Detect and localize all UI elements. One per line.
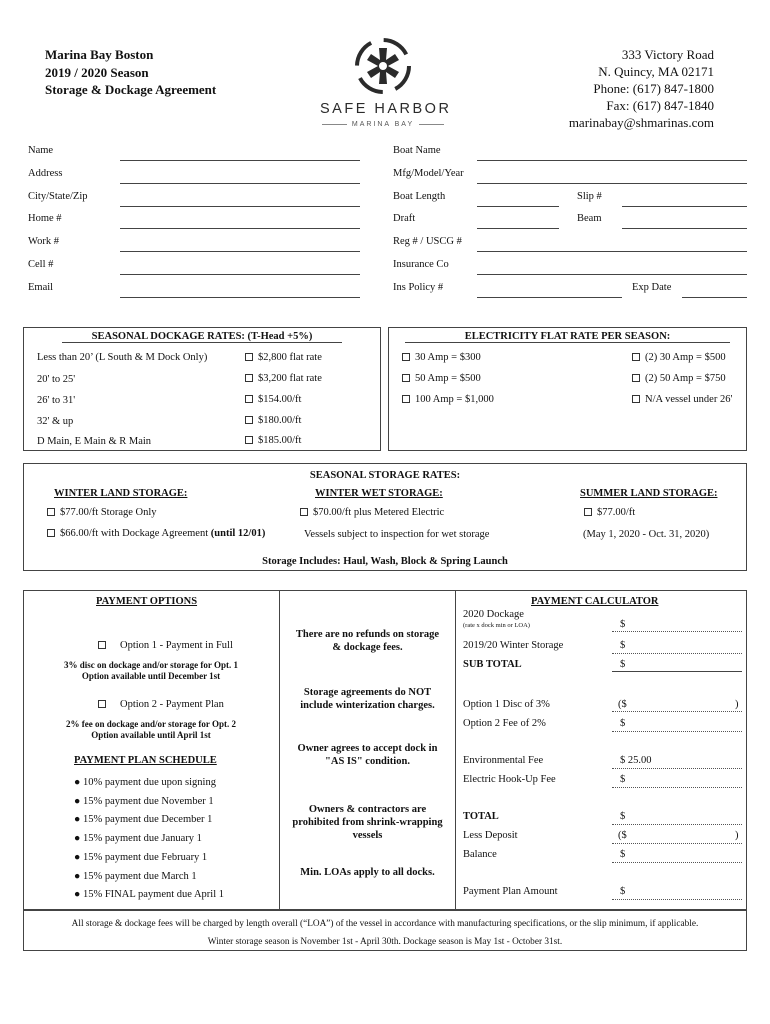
calc-input-balance[interactable]	[612, 862, 742, 863]
calc-value-balance: $	[620, 849, 626, 860]
calc-input-env[interactable]	[612, 768, 742, 769]
home-input[interactable]	[120, 228, 360, 229]
schedule-title: PAYMENT PLAN SCHEDULE	[74, 755, 217, 766]
name-input[interactable]	[120, 160, 360, 161]
email-input[interactable]	[120, 297, 360, 298]
electric-rates-box	[388, 327, 747, 451]
dockage-rate-1[interactable]: $2,800 flat rate	[245, 352, 322, 363]
dockage-label-2: 20' to 25'	[37, 374, 76, 385]
calc-value-opt1: ($	[618, 699, 627, 710]
logo-sub-text: MARINA BAY	[347, 121, 419, 128]
header-left	[45, 46, 216, 99]
calculator-title: PAYMENT CALCULATOR	[531, 596, 659, 607]
dockage-rate-3[interactable]: $154.00/ft	[245, 394, 301, 405]
calc-label-electric: Electric Hook-Up Fee	[463, 774, 556, 785]
checkbox-icon[interactable]	[632, 395, 640, 403]
dockage-label-5: D Main, E Main & R Main	[37, 436, 152, 447]
schedule-item: ● 15% payment due December 1	[74, 814, 213, 826]
calc-input-electric[interactable]	[612, 787, 742, 788]
field-label-work: Work #	[28, 236, 59, 247]
checkbox-icon[interactable]	[245, 395, 253, 403]
note-shrink-wrap: Owners & contractors are prohibited from shrink-wrapping vessels	[292, 804, 443, 841]
phone: Phone: (617) 847-1800	[593, 81, 714, 96]
field-label-city: City/State/Zip	[28, 191, 88, 202]
mfg-input[interactable]	[477, 183, 747, 184]
calc-label-env: Environmental Fee	[463, 755, 544, 766]
schedule-item: ● 15% payment due November 1	[74, 795, 214, 807]
checkbox-icon[interactable]	[402, 395, 410, 403]
checkbox-icon[interactable]	[98, 700, 106, 708]
header-address	[569, 46, 714, 131]
field-label-address: Address	[28, 168, 63, 179]
checkbox-icon[interactable]	[245, 374, 253, 382]
calc-input-deposit[interactable]	[612, 843, 742, 844]
checkbox-icon[interactable]	[584, 508, 592, 516]
field-label-beam: Beam	[577, 213, 602, 224]
dockage-rates-box	[23, 327, 381, 451]
winter-land-title: WINTER LAND STORAGE:	[54, 488, 188, 499]
schedule-item: ● 15% FINAL payment due April 1	[74, 889, 225, 901]
logo-main-text: SAFE HARBOR	[320, 101, 452, 117]
field-label-ins-policy: Ins Policy #	[393, 282, 444, 293]
storage-includes: Storage Includes: Haul, Wash, Block & Spring Launch	[262, 556, 508, 567]
electric-2x30[interactable]: (2) 30 Amp = $500	[632, 352, 726, 363]
checkbox-icon[interactable]	[47, 508, 55, 516]
address-input[interactable]	[120, 183, 360, 184]
checkbox-icon[interactable]	[98, 641, 106, 649]
winter-wet-option[interactable]: $70.00/ft plus Metered Electric	[300, 507, 444, 518]
schedule-item: ● 15% payment due January 1	[74, 833, 202, 845]
payment-schedule	[74, 774, 224, 905]
note-as-is: Owner agrees to accept dock in "AS IS" condition.	[297, 743, 438, 767]
email-address: marinabay@shmarinas.com	[568, 115, 714, 130]
field-label-insurance: Insurance Co	[393, 259, 449, 270]
calc-label-plan: Payment Plan Amount	[463, 886, 558, 897]
summer-land-option[interactable]: $77.00/ft	[584, 507, 635, 518]
agreement-title: Storage & Dockage Agreement	[45, 82, 217, 97]
storage-title: SEASONAL STORAGE RATES:	[309, 470, 461, 481]
field-label-boat-length: Boat Length	[393, 191, 446, 202]
work-input[interactable]	[120, 251, 360, 252]
cell-input[interactable]	[120, 274, 360, 275]
option-1-note: 3% disc on dockage and/or storage for Opt. 1 Option available until December 1st	[64, 660, 238, 681]
calc-label-subtotal: SUB TOTAL	[463, 659, 522, 670]
footer-line-1: All storage & dockage fees will be charged by length overall (“LOA”) of the vessel in accordance with manufacturing specifications, or the slip minimum, if applicable.	[71, 919, 699, 929]
schedule-item: ● 15% payment due February 1	[74, 851, 208, 863]
checkbox-icon[interactable]	[245, 416, 253, 424]
dockage-title: SEASONAL DOCKAGE RATES: (T-Head +5%)	[23, 331, 381, 342]
payment-options-title: PAYMENT OPTIONS	[96, 596, 198, 607]
boat-length-input[interactable]	[477, 206, 559, 207]
calc-value-dockage: $	[620, 619, 626, 630]
field-label-reg: Reg # / USCG #	[393, 236, 462, 247]
calc-value-deposit: ($	[618, 830, 627, 841]
checkbox-icon[interactable]	[402, 374, 410, 382]
dockage-rate-4[interactable]: $180.00/ft	[245, 415, 301, 426]
calc-input-subtotal[interactable]	[612, 671, 742, 672]
calc-input-total[interactable]	[612, 824, 742, 825]
calc-value-subtotal: $	[620, 659, 626, 670]
checkbox-icon[interactable]	[245, 436, 253, 444]
winter-wet-title: WINTER WET STORAGE:	[315, 488, 443, 499]
checkbox-icon[interactable]	[245, 353, 253, 361]
calc-label-dockage: 2020 Dockage	[463, 609, 524, 620]
dockage-rate-5[interactable]: $185.00/ft	[245, 435, 301, 446]
footer-line-2: Winter storage season is November 1st - April 30th. Dockage season is May 1st - October 31st.	[207, 937, 563, 947]
calc-value-env: $ 25.00	[620, 755, 652, 766]
calc-label-storage: 2019/20 Winter Storage	[463, 640, 564, 651]
field-label-boat-name: Boat Name	[393, 145, 441, 156]
checkbox-icon[interactable]	[300, 508, 308, 516]
summer-land-title: SUMMER LAND STORAGE:	[580, 488, 718, 499]
calc-close-deposit: )	[735, 830, 739, 841]
note-refunds: There are no refunds on storage & dockage fees.	[295, 629, 440, 653]
exp-date-input[interactable]	[682, 297, 747, 298]
field-label-draft: Draft	[393, 213, 416, 224]
calc-input-opt2[interactable]	[612, 731, 742, 732]
electric-100[interactable]: 100 Amp = $1,000	[402, 394, 494, 405]
note-winterization: Storage agreements do NOT include winterization charges.	[300, 687, 435, 711]
field-label-mfg: Mfg/Model/Year	[393, 168, 464, 179]
schedule-item: ● 10% payment due upon signing	[74, 777, 216, 788]
winter-wet-note: Vessels subject to inspection for wet storage	[304, 529, 490, 540]
winter-land-option-1[interactable]: $77.00/ft Storage Only	[47, 507, 157, 518]
insurance-input[interactable]	[477, 274, 747, 275]
beam-input[interactable]	[622, 228, 747, 229]
calc-close-opt1: )	[735, 699, 739, 710]
checkbox-icon[interactable]	[632, 374, 640, 382]
electric-na[interactable]: N/A vessel under 26'	[632, 394, 732, 405]
option-2-note: 2% fee on dockage and/or storage for Opt. 2 Option available until April 1st	[66, 719, 236, 740]
calc-value-opt2: $	[620, 718, 626, 729]
safe-harbor-logo-icon	[353, 36, 413, 96]
note-min-loa: Min. LOAs apply to all docks.	[300, 867, 435, 878]
summer-land-dates: (May 1, 2020 - Oct. 31, 2020)	[583, 529, 710, 540]
field-label-cell: Cell #	[28, 259, 54, 270]
calc-input-plan[interactable]	[612, 899, 742, 900]
field-label-exp-date: Exp Date	[632, 282, 672, 293]
field-label-slip: Slip #	[577, 191, 602, 202]
option-1[interactable]: Option 1 - Payment in Full	[98, 640, 233, 651]
field-label-email: Email	[28, 282, 54, 293]
calc-input-dockage[interactable]	[612, 631, 742, 632]
option-2[interactable]: Option 2 - Payment Plan	[98, 699, 224, 710]
field-label-home: Home #	[28, 213, 62, 224]
calc-label-balance: Balance	[463, 849, 497, 860]
checkbox-icon[interactable]	[47, 529, 55, 537]
calc-input-storage[interactable]	[612, 653, 742, 654]
electric-30[interactable]: 30 Amp = $300	[402, 352, 481, 363]
calc-dockage-note: (rate x dock min or LOA)	[463, 622, 530, 629]
calc-value-plan: $	[620, 886, 626, 897]
calc-label-deposit: Less Deposit	[463, 830, 518, 841]
electric-title: ELECTRICITY FLAT RATE PER SEASON:	[388, 331, 747, 342]
calc-input-opt1[interactable]	[612, 711, 742, 712]
dockage-label-3: 26' to 31'	[37, 395, 76, 406]
calc-value-storage: $	[620, 640, 626, 651]
dockage-label-1: Less than 20’ (L South & M Dock Only)	[37, 352, 208, 363]
reg-input[interactable]	[477, 251, 747, 252]
calc-label-total: TOTAL	[463, 811, 499, 822]
checkbox-icon[interactable]	[402, 353, 410, 361]
marina-name: Marina Bay Boston	[45, 47, 154, 62]
city: N. Quincy, MA 02171	[598, 64, 714, 79]
draft-input[interactable]	[477, 228, 559, 229]
city-input[interactable]	[120, 206, 360, 207]
field-label-name: Name	[28, 145, 54, 156]
winter-land-option-2[interactable]: $66.00/ft with Dockage Agreement (until 12/01)	[47, 528, 265, 539]
dockage-rate-2[interactable]: $3,200 flat rate	[245, 373, 322, 384]
electric-2x50[interactable]: (2) 50 Amp = $750	[632, 373, 726, 384]
boat-name-input[interactable]	[477, 160, 747, 161]
fax: Fax: (617) 847-1840	[606, 98, 714, 113]
season: 2019 / 2020 Season	[45, 64, 149, 80]
electric-50[interactable]: 50 Amp = $500	[402, 373, 481, 384]
slip-input[interactable]	[622, 206, 747, 207]
schedule-item: ● 15% payment due March 1	[74, 870, 197, 882]
calc-value-total: $	[620, 811, 626, 822]
calc-value-electric: $	[620, 774, 626, 785]
ins-policy-input[interactable]	[477, 297, 622, 298]
checkbox-icon[interactable]	[632, 353, 640, 361]
street: 333 Victory Road	[621, 47, 714, 62]
logo	[320, 36, 452, 130]
calc-label-opt1: Option 1 Disc of 3%	[463, 699, 550, 710]
dockage-label-4: 32' & up	[37, 416, 74, 427]
calc-label-opt2: Option 2 Fee of 2%	[463, 718, 546, 729]
